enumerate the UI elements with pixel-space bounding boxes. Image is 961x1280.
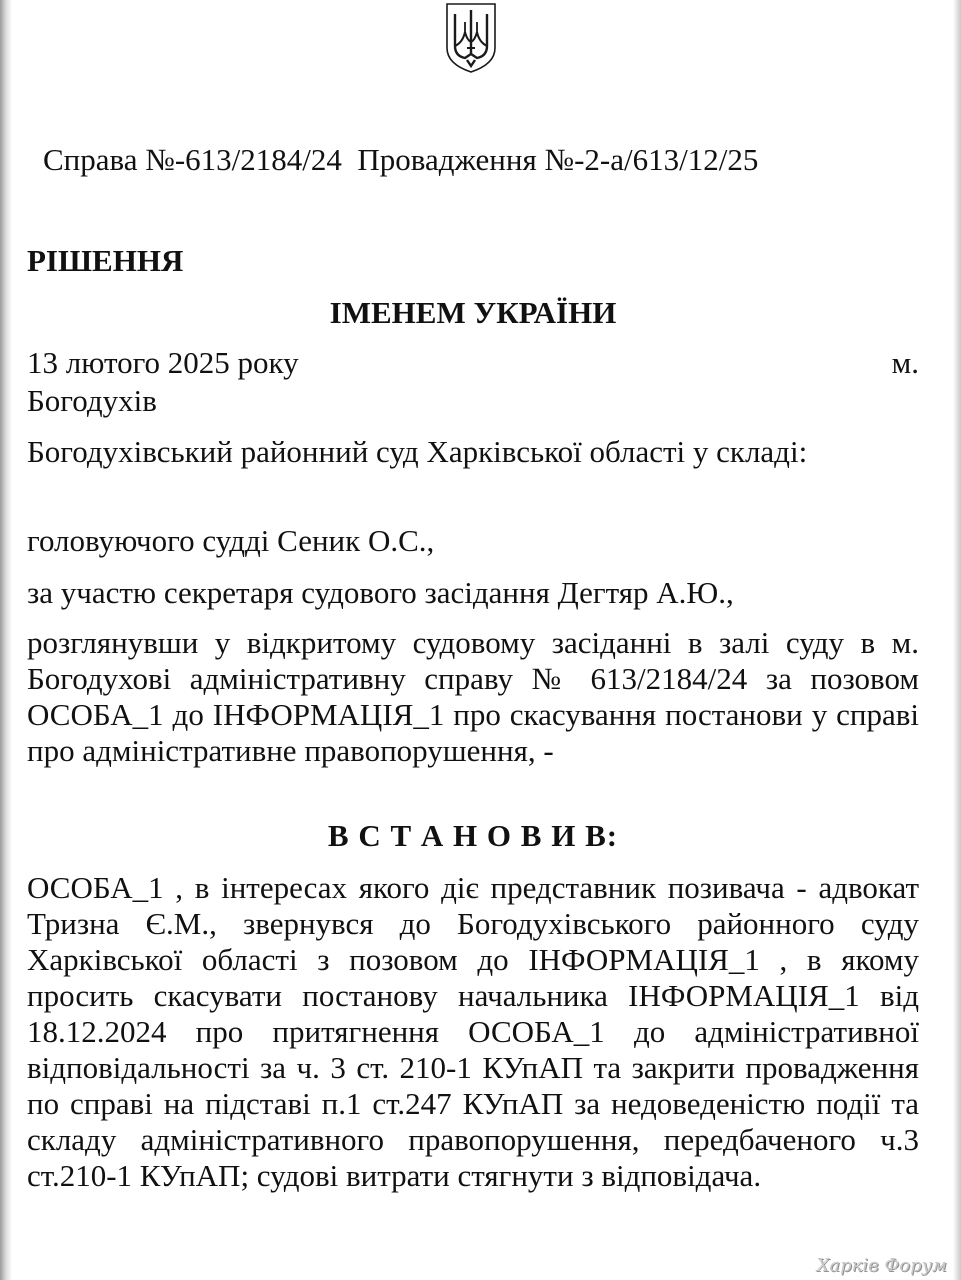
date-row: [27, 345, 919, 381]
decision-city: Богодухів: [27, 383, 157, 418]
secretary-paragraph: за участю секретаря судового засідання Дегтяр А.Ю.,: [27, 575, 734, 610]
city-prefix: м.: [891, 345, 919, 380]
document-title: РІШЕННЯ: [27, 243, 184, 278]
case-number-line: Справа №-613/2184/24 Провадження №-2-а/613/12/25: [43, 142, 759, 177]
decision-date: 13 лютого 2025 року: [27, 345, 299, 380]
court-composition-paragraph: Богодухівський районний суд Харківської області у складі:: [27, 434, 808, 469]
established-heading: В С Т А Н О В И В:: [327, 818, 619, 853]
forum-watermark: Харків Форум: [816, 1255, 947, 1276]
in-the-name-heading: ІМЕНЕМ УКРАЇНИ: [329, 295, 617, 330]
presiding-judge-paragraph: головуючого судді Сеник О.С.,: [27, 523, 435, 558]
page-right-shadow: [953, 0, 961, 1280]
claim-paragraph: ОСОБА_1 , в інтересах якого діє представник позивача - адвокат Тризна Є.М., звернувся до Богодухівського районного суду Харківської області з позовом до ІНФОРМАЦІЯ_1 , в якому просить скасувати постанову начальника ІНФОРМАЦІЯ_1 від 18.12.2024 про притягнення ОСОБА_1 до адміністративної відповідальності за ч. 3 ст. 210-1 КУпАП та закрити провадження по справі на підставі п.1 ст.247 КУпАП за недоведеністю події та складу адміністративного правопорушення, передбаченого ч.3 ст.210-1 КУпАП; судові витрати стягнути з відповідача.: [27, 870, 919, 1193]
case-considered-paragraph: розглянувши у відкритому судовому засіданні в залі суду в м. Богодухові адміністративну справу № 613/2184/24 за позовом ОСОБА_1 до ІНФОРМАЦІЯ_1 про скасування постанови у справі про адміністративне правопорушення, -: [27, 625, 919, 768]
tryzub-coat-of-arms-icon: [443, 2, 499, 74]
page-left-shadow: [0, 0, 12, 1280]
